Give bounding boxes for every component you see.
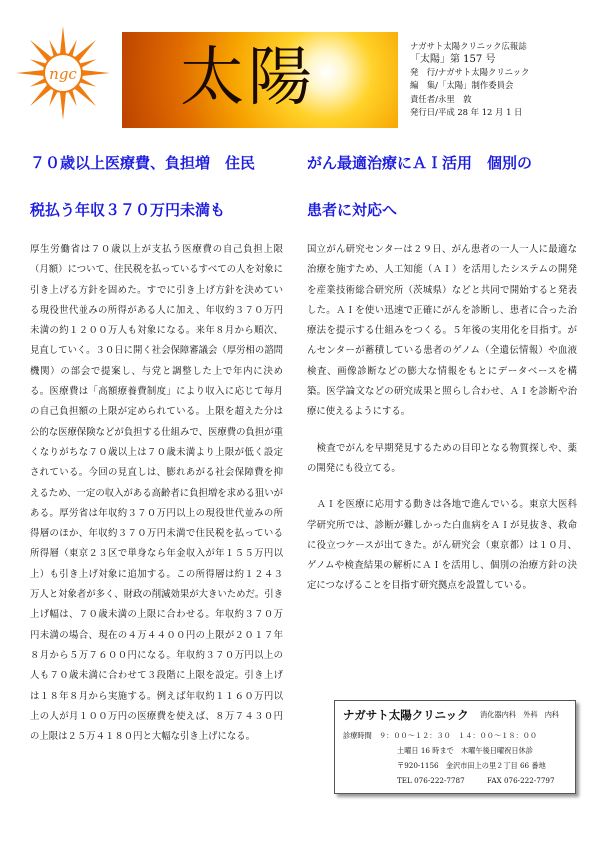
sun-ray bbox=[68, 90, 77, 107]
right-article-paragraph-1: 国立がん研究センターは２９日、がん患者の一人一人に最適な治療を施すため、人工知能（ＡＩ）を活用したシステムの開発を産業技術総合研究所（茨城県）などと共同で開始すると発表した。ＡＩを使い迅速で正確にがんを診断し、患者に合った治療法を提示する仕組みをつくる。５年後の実用化を目指す。がんセンターが蓄積している患者のゲノム（全遺伝情報）や血液検査、画像診断などの膨大な情報をもとにデータベースを構築。医学論文などの研究成果と照らし合わせ、ＡＩを診断や治療に使えるようにする。 bbox=[307, 244, 577, 418]
issue-number: 「太陽」第 157 号 bbox=[410, 54, 496, 66]
issuer-line: 発 行/ナガサト太陽クリニック bbox=[410, 67, 530, 78]
sun-ray bbox=[80, 78, 97, 87]
clinic-fax: FAX 076-222-7797 bbox=[487, 776, 555, 785]
publisher-line: ナガサト太陽クリニック広報誌 bbox=[410, 41, 527, 51]
left-headline-line2: 税払う年収３７０万円未満も bbox=[30, 201, 226, 219]
clinic-departments: 消化器内科 外科 内科 bbox=[480, 710, 560, 719]
sun-ray bbox=[74, 40, 96, 62]
newsletter-title: 太陽 bbox=[180, 41, 316, 115]
clinic-address: 〒920-1156 金沢市田上の里２丁目 66 番地 bbox=[397, 761, 546, 770]
sun-ray bbox=[49, 40, 58, 57]
clinic-hours: 診療時間 ９：００～１２：３０ １４：００～１８：００ bbox=[343, 731, 538, 740]
sun-ray bbox=[16, 70, 44, 76]
right-article-paragraph-3: ＡＩを医療に応用する動きは各地で進んでいる。東京大医科学研究所では、診断が難しかった白血病をＡＩが見抜き、救命に役立つケースが出てきた。がん研究会（東京都）は１０月、ゲノムや検査結果の解析にＡＩを活用し、個別の治療方針の決定につなげることを目指す研究拠点を設置している。 bbox=[307, 499, 577, 592]
logo-emblem-text: ngc bbox=[49, 65, 77, 83]
sun-ray bbox=[60, 26, 66, 54]
left-article-body bbox=[30, 240, 283, 747]
masthead-banner bbox=[122, 32, 398, 128]
left-article-text: 厚生労働省は７０歳以上が支払う医療費の自己負担上限（月額）について、住民税を払っているすべての人を対象に引き上げる方針を固めた。すでに引き上げ方針を決めている現役世代並みの所得がある人に加え、年収約３７０万円未満の約１２００万人も対象になる。来年８月から順次、見直していく。３０日に開く社会保障審議会（厚労相の諮問機関）の部会で提案し、与党と調整した上で年内に決める。医療費は「高額療養費制度」により収入に応じて毎月の自己負担額の上限が定められている。上限を超えた分は公的な医療保険などが負担する仕組みで、医療費の負担が重くなりがちな７０歳以上は７０歳未満より上限が低く設定されている。今回の見直しは、膨れあがる社会保障費を抑えるため、一定の収入がある高齢者に負担増を求める狙いがある。厚労省は年収約３７０万円以上の現役世代並みの所得層のほか、年収約３７０万円未満で住民税を払っている所得層（東京２３区で単身なら年金収入が年１５５万円以上）も引き上げ対象に追加する。この所得層は約１２４３万人と対象者が多く、財政の削減効果が大きいためだ。引き上げ幅は、７０歳未満の上限に合わせる。年収約３７０万円未満の場合、現在の４万４４００円の上限が２０１７年８月から５万７６００円になる。年収約３７０万円以上の人も７０歳未満に合わせて３段階に上限を設定。引き上げは１８年８月から実施する。例えば年収約１１６０万円以上の人が月１００万円の医療費を使えば、８万７４３０円の上限は２５万４１８０円と大幅な引き上げになる。 bbox=[30, 244, 283, 743]
right-article-body bbox=[307, 240, 577, 597]
responsible-line: 責任者/永里 敦 bbox=[410, 93, 472, 104]
editor-line: 編 集/「太陽」制作委員会 bbox=[410, 80, 514, 91]
right-article-paragraph-2: 検査でがんを早期発見するための目印となる物質探しや、薬の開発にも役立てる。 bbox=[307, 442, 577, 474]
clinic-info-box bbox=[334, 700, 576, 794]
issue-date: 発行日/平成 28 年 12 月 1 日 bbox=[410, 106, 523, 117]
sun-logo-icon bbox=[14, 24, 112, 122]
sun-ray bbox=[60, 92, 66, 120]
sun-ray bbox=[30, 40, 52, 62]
sun-ray bbox=[30, 84, 52, 106]
sun-ray bbox=[30, 78, 47, 87]
clinic-hours-note: 土曜日 16 時まで 木曜午後日曜祝日休診 bbox=[397, 746, 533, 755]
sun-ray bbox=[30, 59, 47, 68]
sun-ray bbox=[49, 90, 58, 107]
clinic-phone: TEL 076-222-7787 bbox=[397, 776, 465, 785]
sun-ray bbox=[74, 84, 96, 106]
sun-ray bbox=[80, 59, 97, 68]
masthead-info bbox=[410, 40, 596, 119]
clinic-name: ナガサト太陽クリニック bbox=[343, 708, 469, 722]
right-headline-line2: 患者に対応へ bbox=[307, 201, 398, 219]
sun-ray bbox=[82, 70, 110, 76]
sun-ray bbox=[68, 40, 77, 57]
right-headline-line1: がん最適治療にＡＩ活用 個別の bbox=[307, 154, 533, 172]
left-headline-line1: ７０歳以上医療費、負担増 住民 bbox=[30, 154, 256, 172]
